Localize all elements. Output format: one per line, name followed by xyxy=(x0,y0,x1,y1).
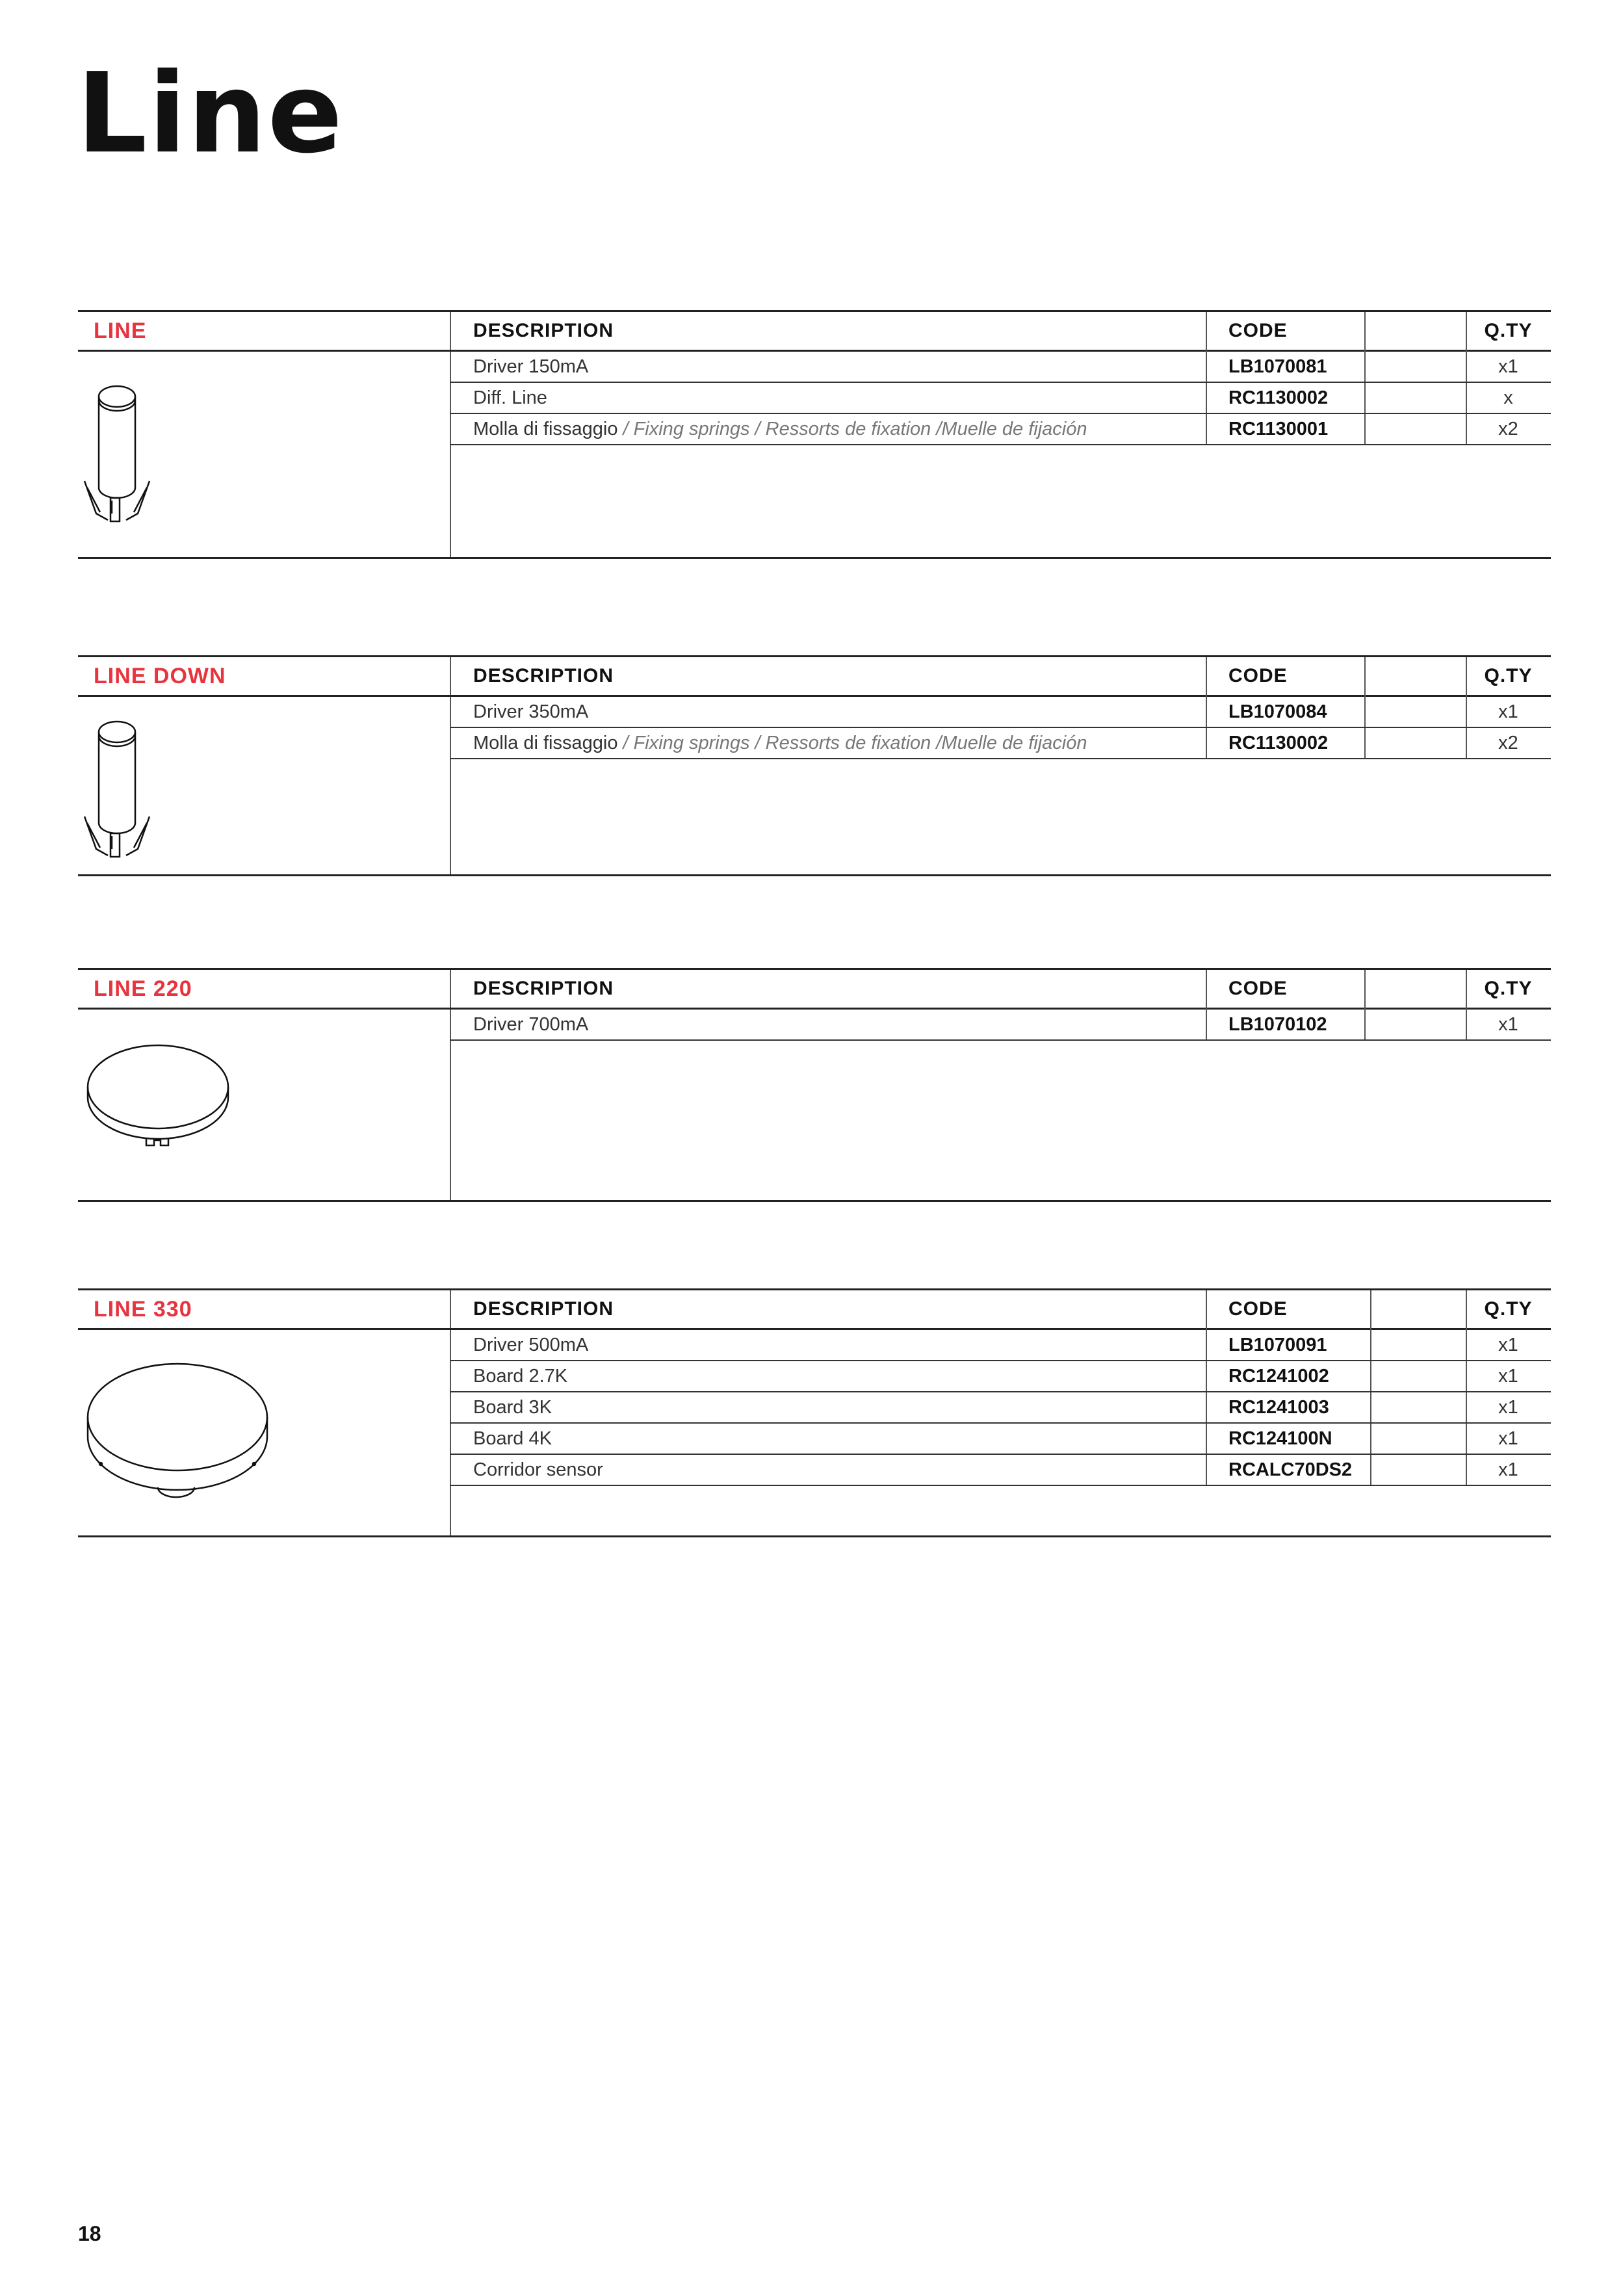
header-description: DESCRIPTION xyxy=(473,978,614,999)
header-description: DESCRIPTION xyxy=(473,320,614,341)
row-qty: x1 xyxy=(1498,1365,1518,1387)
row-code: LB1070084 xyxy=(1228,701,1327,722)
description-text: Driver 500mA xyxy=(473,1334,589,1355)
product-name: LINE 220 xyxy=(94,976,192,1001)
header-code: CODE xyxy=(1228,665,1288,686)
header-description: DESCRIPTION xyxy=(473,1298,614,1320)
row-description xyxy=(473,1361,567,1391)
description-text: Board 3K xyxy=(473,1396,552,1418)
parts-table xyxy=(78,968,1551,1202)
table-row xyxy=(450,352,1551,383)
description-text: Molla di fissaggio xyxy=(473,418,618,439)
row-description xyxy=(473,1010,588,1039)
row-code: RC1241003 xyxy=(1228,1396,1329,1418)
row-code: RC1130002 xyxy=(1228,732,1329,753)
table-row xyxy=(450,1392,1551,1424)
description-text: Molla di fissaggio xyxy=(473,732,618,753)
product-name: LINE DOWN xyxy=(94,663,226,688)
table-row xyxy=(450,697,1551,728)
row-description xyxy=(473,1424,552,1454)
row-description xyxy=(473,414,1087,444)
row-qty: x1 xyxy=(1498,1459,1518,1480)
row-code: RCALC70DS2 xyxy=(1228,1459,1353,1480)
row-description xyxy=(473,1392,552,1422)
description-text: Driver 350mA xyxy=(473,701,589,722)
product-name: LINE 330 xyxy=(94,1296,192,1322)
row-code: LB1070102 xyxy=(1228,1013,1327,1035)
description-text: Corridor sensor xyxy=(473,1459,603,1480)
header-code: CODE xyxy=(1228,1298,1288,1320)
row-description xyxy=(473,728,1087,758)
header-qty: Q.TY xyxy=(1484,1298,1533,1320)
row-qty: x1 xyxy=(1498,356,1518,377)
header-code: CODE xyxy=(1228,978,1288,999)
row-code: RC1241002 xyxy=(1228,1365,1329,1387)
table-row xyxy=(450,1424,1551,1455)
page-title: Line xyxy=(77,49,344,178)
row-qty: x1 xyxy=(1498,1334,1518,1355)
description-text: Diff. Line xyxy=(473,387,547,408)
row-qty: x1 xyxy=(1498,1013,1518,1035)
header-description: DESCRIPTION xyxy=(473,665,614,686)
table-header xyxy=(78,657,1551,697)
parts-table xyxy=(78,310,1551,559)
description-text: Driver 700mA xyxy=(473,1013,589,1035)
row-description xyxy=(473,352,588,382)
row-code: LB1070081 xyxy=(1228,356,1327,377)
table-row xyxy=(450,1455,1551,1486)
table-row xyxy=(450,1010,1551,1041)
parts-table xyxy=(78,1288,1551,1537)
table-row xyxy=(450,414,1551,445)
description-text: Board 2.7K xyxy=(473,1365,568,1387)
row-qty: x2 xyxy=(1498,732,1518,753)
description-text: Driver 150mA xyxy=(473,356,589,377)
page-number: 18 xyxy=(78,2222,101,2245)
description-translations: / Fixing springs / Ressorts de fixation /Muelle de fijación xyxy=(623,732,1087,753)
table-row xyxy=(450,728,1551,759)
table-row xyxy=(450,383,1551,414)
row-code: RC1130002 xyxy=(1228,387,1329,408)
header-qty: Q.TY xyxy=(1484,978,1533,999)
table-header xyxy=(78,312,1551,352)
cylinder-spring-fixture-icon xyxy=(78,719,162,872)
row-qty: x xyxy=(1503,387,1513,408)
disc-fixture-icon xyxy=(81,1359,276,1524)
row-description xyxy=(473,383,547,413)
row-code: RC124100N xyxy=(1228,1428,1332,1449)
row-qty: x1 xyxy=(1498,701,1518,722)
cylinder-spring-fixture-icon xyxy=(78,384,162,536)
row-code: RC1130001 xyxy=(1228,418,1329,439)
row-description xyxy=(473,697,588,727)
header-qty: Q.TY xyxy=(1484,665,1533,686)
description-text: Board 4K xyxy=(473,1428,552,1449)
row-description xyxy=(473,1330,588,1360)
table-row xyxy=(450,1361,1551,1392)
row-description xyxy=(473,1455,603,1485)
row-qty: x1 xyxy=(1498,1428,1518,1449)
header-code: CODE xyxy=(1228,320,1288,341)
disc-fixture-icon xyxy=(81,1041,237,1162)
product-name: LINE xyxy=(94,318,147,343)
parts-table xyxy=(78,655,1551,876)
table-header xyxy=(78,1290,1551,1330)
table-row xyxy=(450,1330,1551,1361)
row-code: LB1070091 xyxy=(1228,1334,1327,1355)
row-qty: x2 xyxy=(1498,418,1518,439)
header-qty: Q.TY xyxy=(1484,320,1533,341)
description-translations: / Fixing springs / Ressorts de fixation /Muelle de fijación xyxy=(623,418,1087,439)
row-qty: x1 xyxy=(1498,1396,1518,1418)
table-header xyxy=(78,970,1551,1010)
